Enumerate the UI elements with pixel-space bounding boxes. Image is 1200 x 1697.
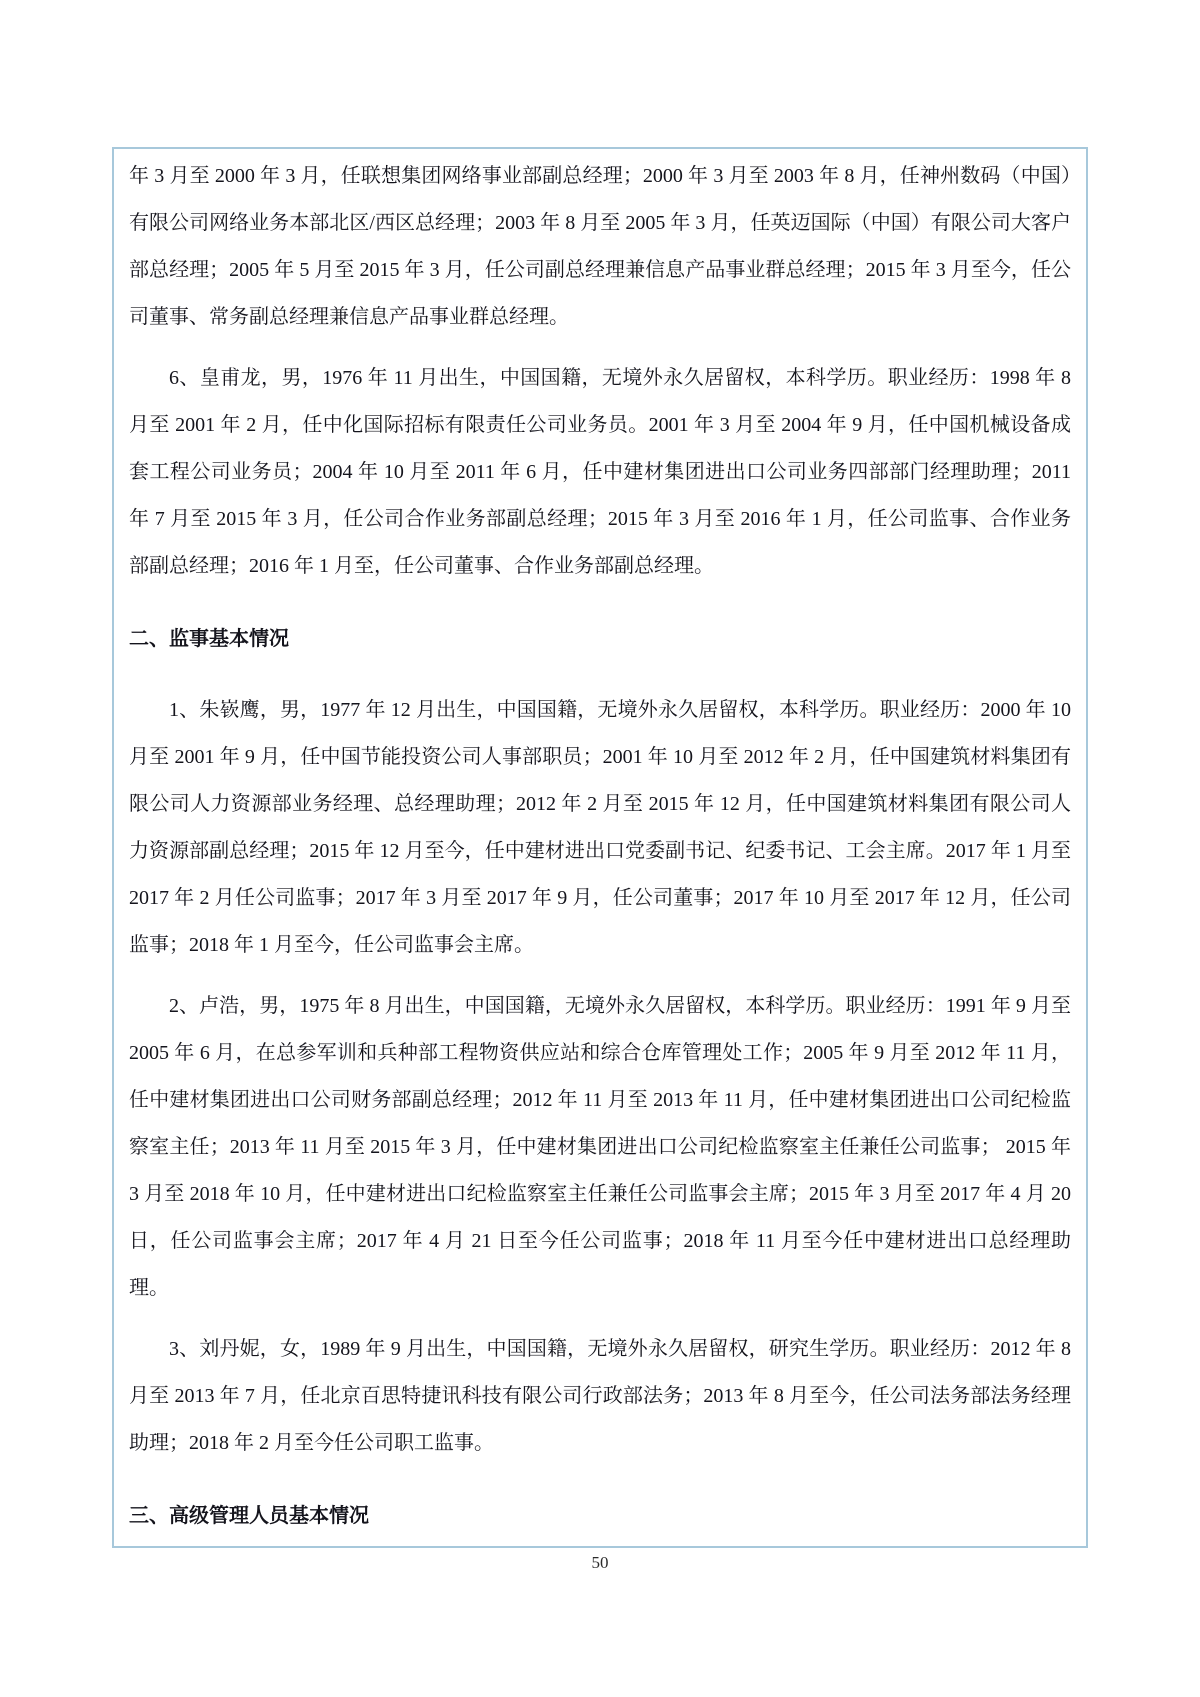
section-heading-supervisors: 二、监事基本情况 xyxy=(129,628,289,650)
paragraph-supervisor-2-luhao: 2、卢浩，男，1975 年 8 月出生，中国国籍，无境外永久居留权，本科学历。职业经历：1991 年 9 月至 2005 年 6 月，在总参军训和兵种部工程物资供应站和综合仓库管理处工作；2005 年 9 月至 2012 年 11 月，任中建材集团进出口公司财务部副总经理；2012 年 11 月至 2013 年 11 月，任中建材集团进出口公司纪检监察室主任；2013 年 11 月至 2015 年 3 月，任中建材集团进出口公司纪检监察室主任兼任公司监事； 2015 年 3 月至 2018 年 10 月，任中建材进出口纪检监察室主任兼任公司监事会主席；2015 年 3 月至 2017 年 4 月 20 日，任公司监事会主席；2017 年 4 月 21 日至今任公司监事；2018 年 11 月至今任中建材进出口总经理助理。 xyxy=(129,995,1071,1299)
content-frame xyxy=(112,147,1088,1548)
paragraph-supervisor-3-liudanni: 3、刘丹妮，女，1989 年 9 月出生，中国国籍，无境外永久居留权，研究生学历。职业经历：2012 年 8 月至 2013 年 7 月，任北京百思特捷讯科技有限公司行政部法务；2013 年 8 月至今，任公司法务部法务经理助理；2018 年 2 月至今任公司职工监事。 xyxy=(129,1338,1071,1454)
paragraph-director-6-huangfulong: 6、皇甫龙，男，1976 年 11 月出生，中国国籍，无境外永久居留权，本科学历。职业经历：1998 年 8 月至 2001 年 2 月，任中化国际招标有限责任公司业务员。2001 年 3 月至 2004 年 9 月，任中国机械设备成套工程公司业务员；2004 年 10 月至 2011 年 6 月，任中建材集团进出口公司业务四部部门经理助理；2011 年 7 月至 2015 年 3 月，任公司合作业务部副总经理；2015 年 3 月至 2016 年 1 月，任公司监事、合作业务部副总经理；2016 年 1 月至，任公司董事、合作业务部副总经理。 xyxy=(129,367,1071,577)
paragraph-director-career-continuation: 年 3 月至 2000 年 3 月，任联想集团网络事业部副总经理；2000 年 3 月至 2003 年 8 月，任神州数码（中国）有限公司网络业务本部北区/西区总经理；2003 年 8 月至 2005 年 3 月，任英迈国际（中国）有限公司大客户部总经理；2005 年 5 月至 2015 年 3 月，任公司副总经理兼信息产品事业群总经理；2015 年 3 月至今，任公司董事、常务副总经理兼信息产品事业群总经理。 xyxy=(129,165,1071,328)
page-footer xyxy=(0,1553,1200,1573)
section-heading-senior-management: 三、高级管理人员基本情况 xyxy=(129,1505,369,1527)
page-number: 50 xyxy=(591,1553,609,1572)
paragraph-supervisor-1-zhuqinying: 1、朱嵚鹰，男，1977 年 12 月出生，中国国籍，无境外永久居留权，本科学历。职业经历：2000 年 10 月至 2001 年 9 月，任中国节能投资公司人事部职员；2001 年 10 月至 2012 年 2 月，任中国建筑材料集团有限公司人力资源部业务经理、总经理助理；2012 年 2 月至 2015 年 12 月，任中国建筑材料集团有限公司人力资源部副总经理；2015 年 12 月至今，任中建材进出口党委副书记、纪委书记、工会主席。2017 年 1 月至 2017 年 2 月任公司监事；2017 年 3 月至 2017 年 9 月，任公司董事；2017 年 10 月至 2017 年 12 月，任公司监事；2018 年 1 月至今，任公司监事会主席。 xyxy=(129,699,1071,956)
